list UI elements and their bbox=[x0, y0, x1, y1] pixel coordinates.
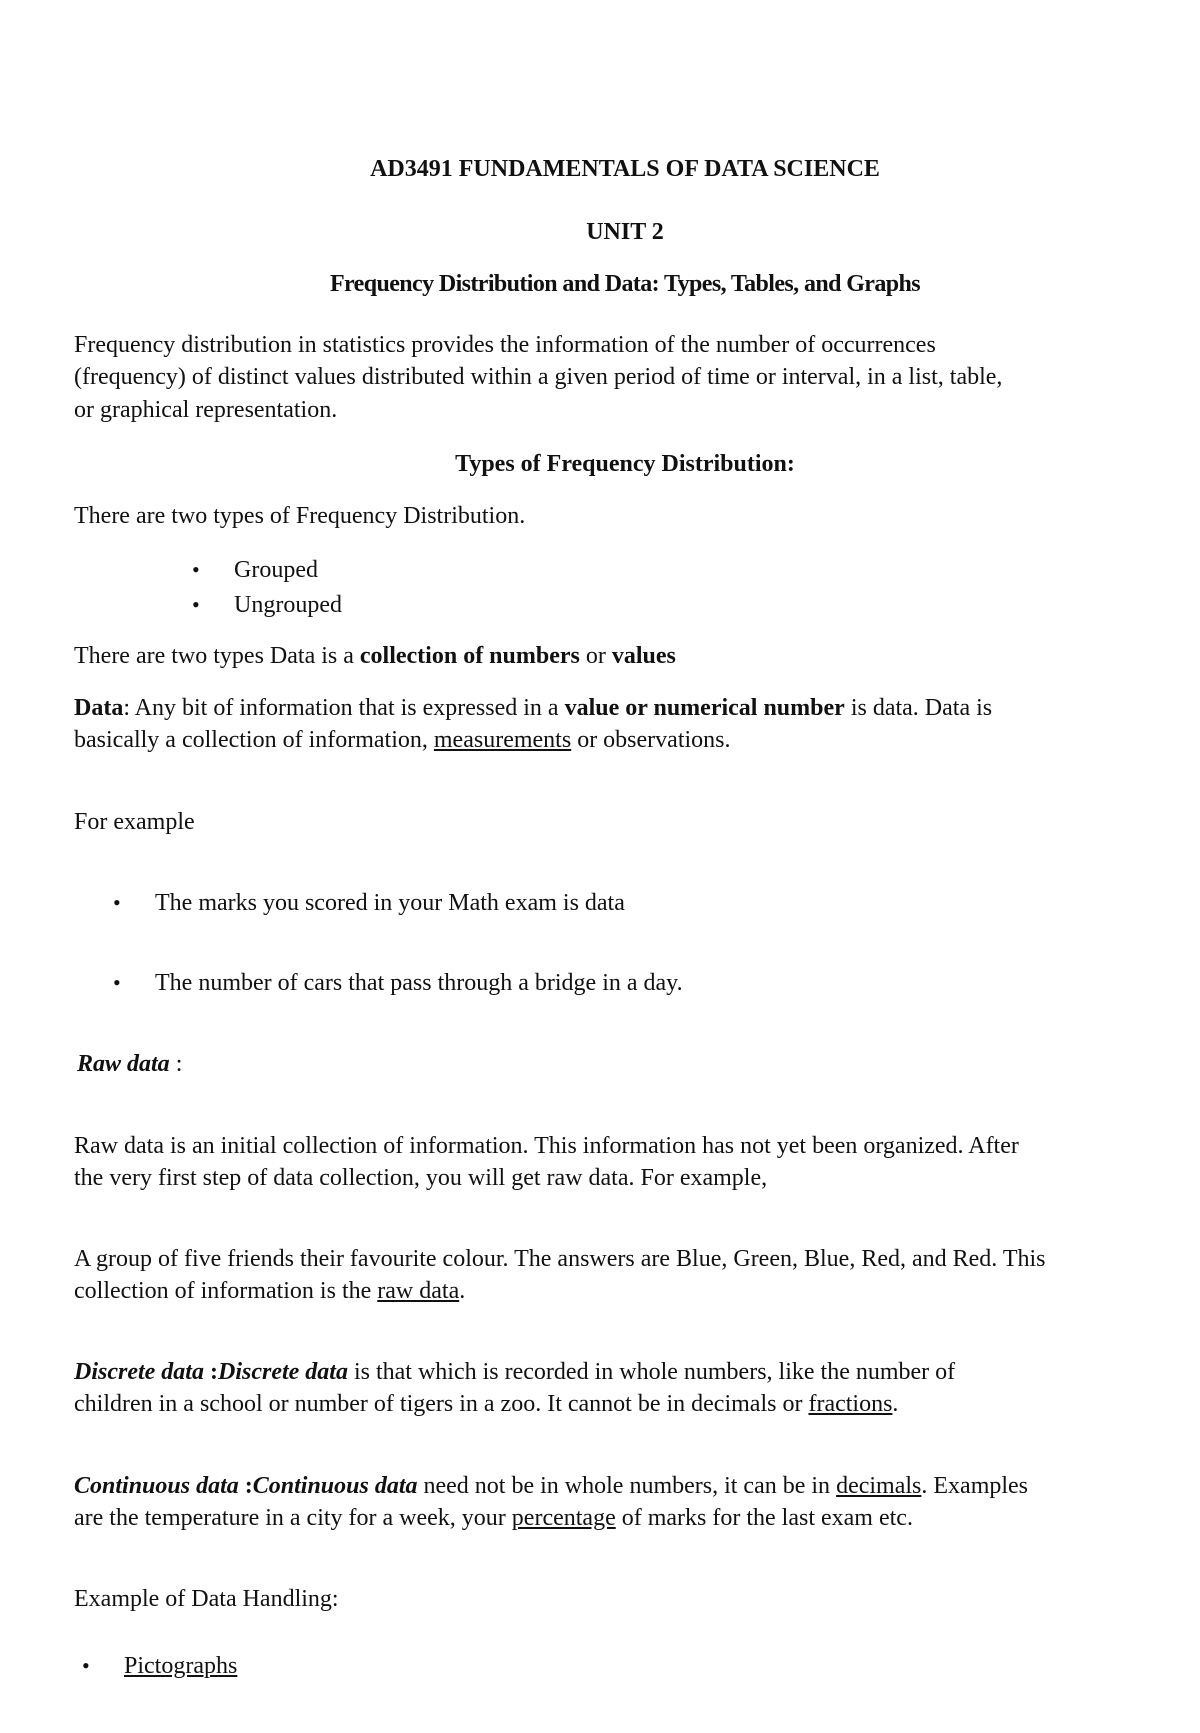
pictographs-link[interactable]: Pictographs bbox=[124, 1653, 238, 1679]
discrete-label-2: Discrete data bbox=[217, 1359, 348, 1385]
data-definition-line-2 bbox=[74, 724, 1174, 756]
continuous-label: Continuous data bbox=[74, 1473, 239, 1499]
raw-data-line-2: the very first step of data collection, you will get raw data. For example, bbox=[74, 1165, 768, 1191]
discrete-line-1 bbox=[74, 1356, 1174, 1388]
data-def-bold: value or numerical number bbox=[564, 695, 845, 721]
for-example-heading: For example bbox=[74, 809, 195, 835]
data-def-text: : Any bit of information that is expressed in a bbox=[123, 695, 565, 721]
data-types-line bbox=[74, 640, 1174, 672]
discrete-line-2 bbox=[74, 1388, 1174, 1420]
data-def-text-2: is data. Data is bbox=[844, 695, 993, 721]
types-intro: There are two types of Frequency Distribution. bbox=[74, 503, 526, 529]
raw-example-prefix: collection of information is the bbox=[74, 1278, 378, 1304]
continuous-text-suffix: . Examples bbox=[921, 1473, 1029, 1499]
raw-data-heading bbox=[77, 1048, 1177, 1080]
bullet-icon: • bbox=[82, 1653, 90, 1678]
raw-data-colon: : bbox=[169, 1051, 183, 1077]
data-label: Data bbox=[74, 695, 124, 721]
unit-heading: UNIT 2 bbox=[586, 219, 664, 245]
raw-data-line-1: Raw data is an initial collection of information. This information has not yet been organized. After bbox=[74, 1133, 1019, 1159]
types-heading: Types of Frequency Distribution: bbox=[455, 451, 795, 477]
data-types-mid: or bbox=[579, 643, 612, 669]
raw-data-label: Raw data bbox=[77, 1051, 170, 1077]
discrete-line2-prefix: children in a school or number of tigers in a zoo. It cannot be in decimals or bbox=[74, 1391, 809, 1417]
data-types-prefix: There are two types Data is a bbox=[74, 643, 360, 669]
raw-data-link[interactable]: raw data bbox=[377, 1278, 460, 1304]
data-def-line2-prefix: basically a collection of information, bbox=[74, 727, 434, 753]
raw-data-example-line-1: A group of five friends their favourite colour. The answers are Blue, Green, Blue, Red, and Red. This bbox=[74, 1246, 1046, 1272]
bullet-icon: • bbox=[192, 557, 200, 582]
continuous-sep: : bbox=[238, 1473, 253, 1499]
bullet-icon: • bbox=[113, 890, 121, 915]
measurements-link[interactable]: measurements bbox=[433, 727, 572, 753]
data-types-bold: collection of numbers bbox=[359, 643, 580, 669]
continuous-line-2 bbox=[74, 1502, 1174, 1534]
topic-heading: Frequency Distribution and Data: Types, Tables, and Graphs bbox=[329, 271, 920, 297]
discrete-sep: : bbox=[203, 1359, 218, 1385]
continuous-text: need not be in whole numbers, it can be in bbox=[417, 1473, 837, 1499]
data-def-line2-suffix: or observations. bbox=[571, 727, 731, 753]
discrete-text: is that which is recorded in whole numbers, like the number of bbox=[347, 1359, 956, 1385]
data-types-bold-2: values bbox=[611, 643, 676, 669]
continuous-line2-prefix: are the temperature in a city for a week, your bbox=[74, 1505, 512, 1531]
discrete-line2-suffix: . bbox=[892, 1391, 899, 1417]
example-item-1: The marks you scored in your Math exam is data bbox=[155, 890, 625, 916]
course-title: AD3491 FUNDAMENTALS OF DATA SCIENCE bbox=[370, 156, 880, 182]
continuous-label-2: Continuous data bbox=[252, 1473, 418, 1499]
list-item-grouped: Grouped bbox=[234, 557, 318, 583]
data-handling-heading: Example of Data Handling: bbox=[74, 1586, 339, 1612]
intro-line-2: (frequency) of distinct values distributed within a given period of time or interval, in a list, table, bbox=[74, 364, 1003, 390]
raw-example-suffix: . bbox=[459, 1278, 466, 1304]
list-item-ungrouped: Ungrouped bbox=[234, 592, 342, 618]
discrete-label: Discrete data bbox=[74, 1359, 204, 1385]
example-item-2: The number of cars that pass through a bridge in a day. bbox=[155, 970, 683, 996]
bullet-icon: • bbox=[192, 592, 200, 617]
intro-line-3: or graphical representation. bbox=[74, 397, 338, 423]
percentage-link[interactable]: percentage bbox=[511, 1505, 616, 1531]
bullet-icon: • bbox=[113, 970, 121, 995]
fractions-link[interactable]: fractions bbox=[808, 1391, 893, 1417]
intro-line-1: Frequency distribution in statistics provides the information of the number of occurrences bbox=[74, 332, 936, 358]
data-definition-line-1 bbox=[74, 692, 1174, 724]
continuous-line2-suffix: of marks for the last exam etc. bbox=[615, 1505, 913, 1531]
raw-data-example-line-2 bbox=[74, 1275, 1174, 1307]
continuous-line-1 bbox=[74, 1470, 1174, 1502]
decimals-link[interactable]: decimals bbox=[836, 1473, 922, 1499]
